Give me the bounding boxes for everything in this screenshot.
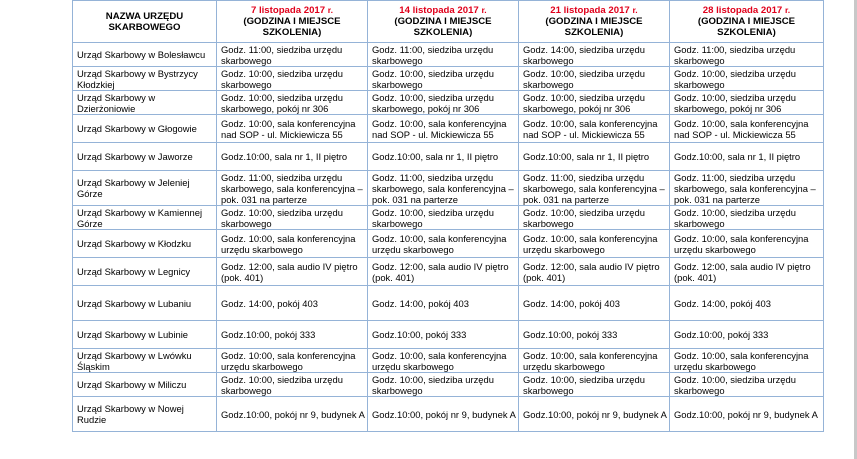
date-column-header <box>217 1 368 43</box>
schedule-cell: Godz. 10:00, siedziba urzędu skarbowego <box>670 373 824 397</box>
schedule-cell: Godz. 11:00, siedziba urzędu skarbowego, sala konferencyjna – pok. 031 na parterze <box>217 171 368 206</box>
schedule-cell: Godz. 12:00, sala audio IV piętro (pok. 401) <box>368 258 519 286</box>
date-label: 21 listopada 2017 r. <box>550 5 638 16</box>
schedule-cell: Godz. 10:00, sala konferencyjna nad SOP - ul. Mickiewicza 55 <box>368 115 519 143</box>
schedule-cell: Godz. 14:00, pokój 403 <box>217 286 368 321</box>
schedule-cell: Godz. 10:00, siedziba urzędu skarbowego <box>670 67 824 91</box>
office-column-header: NAZWA URZĘDU SKARBOWEGO <box>73 1 217 43</box>
table-row <box>73 67 824 91</box>
column-subtitle: (GODZINA I MIEJSCE SZKOLENIA) <box>545 16 643 38</box>
schedule-cell: Godz. 10:00, siedziba urzędu skarbowego <box>217 67 368 91</box>
schedule-cell: Godz.10:00, pokój nr 9, budynek A <box>368 397 519 432</box>
date-label: 14 listopada 2017 r. <box>399 5 487 16</box>
schedule-cell: Godz. 10:00, siedziba urzędu skarbowego <box>368 206 519 230</box>
column-subtitle: (GODZINA I MIEJSCE SZKOLENIA) <box>394 16 492 38</box>
date-column-header <box>670 1 824 43</box>
schedule-cell: Godz.10:00, sala nr 1, II piętro <box>217 143 368 171</box>
page-margin <box>0 0 72 459</box>
office-name-cell: Urząd Skarbowy w Lubinie <box>73 321 217 349</box>
table-row <box>73 349 824 373</box>
schedule-cell: Godz.10:00, sala nr 1, II piętro <box>519 143 670 171</box>
schedule-cell: Godz. 10:00, sala konferencyjna urzędu skarbowego <box>217 230 368 258</box>
schedule-cell: Godz. 14:00, siedziba urzędu skarbowego <box>519 43 670 67</box>
office-name-cell: Urząd Skarbowy w Kłodzku <box>73 230 217 258</box>
schedule-cell: Godz. 10:00, sala konferencyjna nad SOP - ul. Mickiewicza 55 <box>670 115 824 143</box>
table-row <box>73 258 824 286</box>
office-name-cell: Urząd Skarbowy w Bystrzycy Kłodzkiej <box>73 67 217 91</box>
schedule-cell: Godz.10:00, pokój 333 <box>368 321 519 349</box>
schedule-cell: Godz. 14:00, pokój 403 <box>670 286 824 321</box>
schedule-cell: Godz. 10:00, siedziba urzędu skarbowego <box>217 373 368 397</box>
office-name-cell: Urząd Skarbowy w Jaworze <box>73 143 217 171</box>
table-row <box>73 373 824 397</box>
schedule-cell: Godz. 10:00, sala konferencyjna urzędu skarbowego <box>670 349 824 373</box>
schedule-cell: Godz.10:00, sala nr 1, II piętro <box>368 143 519 171</box>
schedule-cell: Godz. 10:00, sala konferencyjna nad SOP - ul. Mickiewicza 55 <box>519 115 670 143</box>
schedule-cell: Godz. 10:00, siedziba urzędu skarbowego <box>519 206 670 230</box>
column-subtitle: (GODZINA I MIEJSCE SZKOLENIA) <box>243 16 341 38</box>
table-row <box>73 143 824 171</box>
table-row <box>73 171 824 206</box>
office-name-cell: Urząd Skarbowy w Jeleniej Górze <box>73 171 217 206</box>
table-row <box>73 286 824 321</box>
schedule-cell: Godz. 12:00, sala audio IV piętro (pok. 401) <box>217 258 368 286</box>
office-name-cell: Urząd Skarbowy w Głogowie <box>73 115 217 143</box>
training-schedule-table <box>72 0 824 432</box>
schedule-cell: Godz. 11:00, siedziba urzędu skarbowego <box>670 43 824 67</box>
table-row <box>73 115 824 143</box>
schedule-cell: Godz. 11:00, siedziba urzędu skarbowego, sala konferencyjna – pok. 031 na parterze <box>670 171 824 206</box>
schedule-cell: Godz. 10:00, sala konferencyjna urzędu skarbowego <box>670 230 824 258</box>
office-name-cell: Urząd Skarbowy w Lubaniu <box>73 286 217 321</box>
office-name-cell: Urząd Skarbowy w Kamiennej Górze <box>73 206 217 230</box>
schedule-table-container <box>72 0 824 432</box>
office-name-cell: Urząd Skarbowy w Miliczu <box>73 373 217 397</box>
schedule-cell: Godz. 10:00, siedziba urzędu skarbowego, pokój nr 306 <box>519 91 670 115</box>
schedule-cell: Godz. 12:00, sala audio IV piętro (pok. 401) <box>519 258 670 286</box>
table-header-row <box>73 1 824 43</box>
schedule-cell: Godz. 10:00, siedziba urzędu skarbowego <box>368 67 519 91</box>
schedule-cell: Godz. 10:00, siedziba urzędu skarbowego <box>368 373 519 397</box>
schedule-cell: Godz. 10:00, sala konferencyjna urzędu skarbowego <box>368 230 519 258</box>
schedule-cell: Godz. 10:00, siedziba urzędu skarbowego <box>217 206 368 230</box>
schedule-cell: Godz.10:00, sala nr 1, II piętro <box>670 143 824 171</box>
table-row <box>73 397 824 432</box>
office-name-cell: Urząd Skarbowy w Nowej Rudzie <box>73 397 217 432</box>
office-name-cell: Urząd Skarbowy w Bolesławcu <box>73 43 217 67</box>
schedule-cell: Godz. 10:00, siedziba urzędu skarbowego, pokój nr 306 <box>368 91 519 115</box>
schedule-cell: Godz.10:00, pokój 333 <box>670 321 824 349</box>
office-name-cell: Urząd Skarbowy w Dzierżoniowie <box>73 91 217 115</box>
schedule-cell: Godz. 10:00, sala konferencyjna urzędu skarbowego <box>519 349 670 373</box>
table-row <box>73 230 824 258</box>
office-name-cell: Urząd Skarbowy w Lwówku Śląskim <box>73 349 217 373</box>
schedule-cell: Godz. 10:00, sala konferencyjna nad SOP - ul. Mickiewicza 55 <box>217 115 368 143</box>
schedule-cell: Godz.10:00, pokój 333 <box>519 321 670 349</box>
date-label: 28 listopada 2017 r. <box>702 5 791 16</box>
schedule-cell: Godz. 14:00, pokój 403 <box>519 286 670 321</box>
table-row <box>73 206 824 230</box>
schedule-cell: Godz. 10:00, siedziba urzędu skarbowego <box>519 373 670 397</box>
schedule-cell: Godz.10:00, pokój nr 9, budynek A <box>217 397 368 432</box>
schedule-cell: Godz. 10:00, siedziba urzędu skarbowego, pokój nr 306 <box>217 91 368 115</box>
schedule-cell: Godz. 10:00, sala konferencyjna urzędu skarbowego <box>368 349 519 373</box>
schedule-cell: Godz.10:00, pokój 333 <box>217 321 368 349</box>
schedule-cell: Godz.10:00, pokój nr 9, budynek A <box>519 397 670 432</box>
schedule-cell: Godz. 10:00, sala konferencyjna urzędu skarbowego <box>217 349 368 373</box>
schedule-cell: Godz. 10:00, siedziba urzędu skarbowego, pokój nr 306 <box>670 91 824 115</box>
schedule-cell: Godz. 12:00, sala audio IV piętro (pok. 401) <box>670 258 824 286</box>
schedule-cell: Godz.10:00, pokój nr 9, budynek A <box>670 397 824 432</box>
date-column-header <box>368 1 519 43</box>
schedule-cell: Godz. 11:00, siedziba urzędu skarbowego, sala konferencyjna – pok. 031 na parterze <box>368 171 519 206</box>
schedule-cell: Godz. 11:00, siedziba urzędu skarbowego <box>368 43 519 67</box>
table-row <box>73 91 824 115</box>
schedule-cell: Godz. 14:00, pokój 403 <box>368 286 519 321</box>
schedule-cell: Godz. 11:00, siedziba urzędu skarbowego, sala konferencyjna – pok. 031 na parterze <box>519 171 670 206</box>
table-row <box>73 321 824 349</box>
schedule-cell: Godz. 10:00, siedziba urzędu skarbowego <box>519 67 670 91</box>
column-subtitle: (GODZINA I MIEJSCE SZKOLENIA) <box>697 16 796 38</box>
schedule-cell: Godz. 11:00, siedziba urzędu skarbowego <box>217 43 368 67</box>
table-row <box>73 43 824 67</box>
schedule-cell: Godz. 10:00, sala konferencyjna urzędu skarbowego <box>519 230 670 258</box>
date-column-header <box>519 1 670 43</box>
office-name-cell: Urząd Skarbowy w Legnicy <box>73 258 217 286</box>
date-label: 7 listopada 2017 r. <box>250 5 334 16</box>
schedule-cell: Godz. 10:00, siedziba urzędu skarbowego <box>670 206 824 230</box>
